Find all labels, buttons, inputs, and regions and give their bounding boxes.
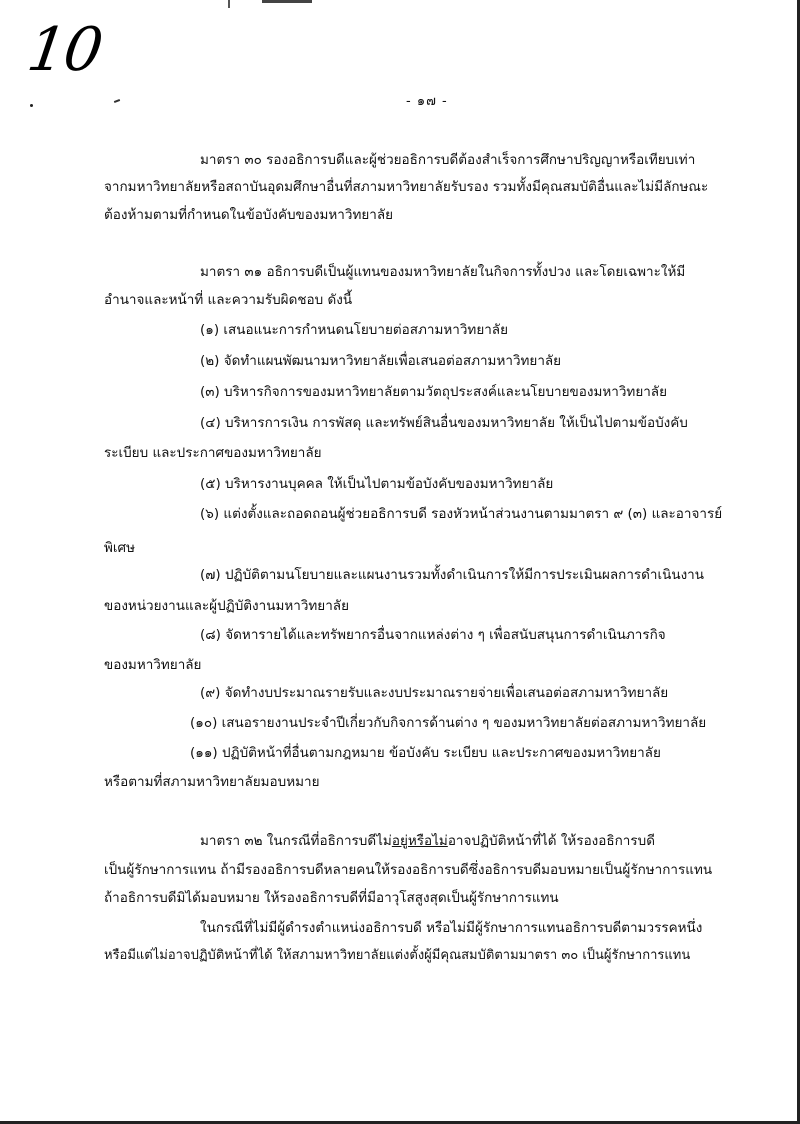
section-31-item-11-cont: หรือตามที่สภามหาวิทยาลัยมอบหมาย	[104, 774, 320, 790]
scan-top-mark	[262, 0, 312, 3]
section-32-line-1-start: มาตรา ๓๒ ในกรณีที่อธิการบดีไม่	[200, 833, 392, 849]
section-31-line-1: มาตรา ๓๑ อธิการบดีเป็นผู้แทนของมหาวิทยาลัยในกิจการทั้งปวง และโดยเฉพาะให้มี	[200, 264, 686, 280]
section-30-line-3: ต้องห้ามตามที่กำหนดในข้อบังคับของมหาวิทยาลัย	[104, 207, 394, 223]
section-32-line-2: เป็นผู้รักษาการแทน ถ้ามีรองอธิการบดีหลายคนให้รองอธิการบดีซึ่งอธิการบดีมอบหมายเป็นผู้รักษาการแทน	[104, 862, 713, 878]
section-31-line-2: อำนาจและหน้าที่ และความรับผิดชอบ ดังนี้	[104, 292, 353, 308]
section-32-line-3: ถ้าอธิการบดีมิได้มอบหมาย ให้รองอธิการบดีที่มีอาวุโสสูงสุดเป็นผู้รักษาการแทน	[104, 890, 559, 906]
section-31-item-4-cont: ระเบียบ และประกาศของมหาวิทยาลัย	[104, 445, 322, 461]
section-31-item-9: (๙) จัดทำงบประมาณรายรับและงบประมาณรายจ่ายเพื่อเสนอต่อสภามหาวิทยาลัย	[200, 685, 669, 701]
section-32-para-2-line-2: หรือมีแต่ไม่อาจปฏิบัติหน้าที่ได้ ให้สภามหาวิทยาลัยแต่งตั้งผู้มีคุณสมบัติตามมาตรา ๓๐ เป็นผู้รักษาการแทน	[104, 948, 691, 963]
section-31-item-1: (๑) เสนอแนะการกำหนดนโยบายต่อสภามหาวิทยาลัย	[200, 322, 508, 338]
handwritten-number: 10	[23, 15, 106, 85]
section-31-item-8: (๘) จัดหารายได้และทรัพยากรอื่นจากแหล่งต่าง ๆ เพื่อสนับสนุนการดำเนินภารกิจ	[200, 627, 666, 643]
section-31-item-6: (๖) แต่งตั้งและถอดถอนผู้ช่วยอธิการบดี รองหัวหน้าส่วนงานตามมาตรา ๙ (๓) และอาจารย์	[200, 506, 723, 522]
section-31-item-3: (๓) บริหารกิจการของมหาวิทยาลัยตามวัตถุประสงค์และนโยบายของมหาวิทยาลัย	[200, 384, 667, 400]
scan-speck	[30, 104, 33, 107]
section-31-item-10: (๑๐) เสนอรายงานประจำปีเกี่ยวกับกิจการด้านต่าง ๆ ของมหาวิทยาลัยต่อสภามหาวิทยาลัย	[190, 715, 707, 731]
section-31-item-11: (๑๑) ปฏิบัติหน้าที่อื่นตามกฎหมาย ข้อบังคับ ระเบียบ และประกาศของมหาวิทยาลัย	[190, 745, 661, 761]
section-30-line-1: มาตรา ๓๐ รองอธิการบดีและผู้ช่วยอธิการบดีต้องสำเร็จการศึกษาปริญญาหรือเทียบเท่า	[200, 152, 696, 168]
section-31-item-2: (๒) จัดทำแผนพัฒนามหาวิทยาลัยเพื่อเสนอต่อสภามหาวิทยาลัย	[200, 353, 562, 369]
section-32-line-1-end: อาจปฏิบัติหน้าที่ได้ ให้รองอธิการบดี	[447, 833, 655, 849]
section-31-item-5: (๕) บริหารงานบุคคล ให้เป็นไปตามข้อบังคับของมหาวิทยาลัย	[200, 476, 554, 492]
section-32-line-1	[200, 831, 655, 851]
section-31-item-8-cont: ของมหาวิทยาลัย	[104, 657, 202, 673]
section-31-item-6-cont: พิเศษ	[104, 540, 135, 556]
section-31-item-7-cont: ของหน่วยงานและผู้ปฏิบัติงานมหาวิทยาลัย	[104, 598, 349, 614]
underlined-phrase: อยู่หรือไม่	[391, 833, 448, 849]
section-32-para-2-line-1: ในกรณีที่ไม่มีผู้ดำรงตำแหน่งอธิการบดี หรือไม่มีผู้รักษาการแทนอธิการบดีตามวรรคหนึ่ง	[200, 920, 703, 936]
scan-speck	[114, 99, 120, 103]
section-30-line-2: จากมหาวิทยาลัยหรือสถาบันอุดมศึกษาอื่นที่สภามหาวิทยาลัยรับรอง รวมทั้งมีคุณสมบัติอื่นและไม่มีลักษณะ	[104, 179, 709, 195]
section-31-item-4: (๔) บริหารการเงิน การพัสดุ และทรัพย์สินอื่นของมหาวิทยาลัย ให้เป็นไปตามข้อบังคับ	[200, 415, 688, 431]
section-31-item-7: (๗) ปฏิบัติตามนโยบายและแผนงานรวมทั้งดำเนินการให้มีการประเมินผลการดำเนินงาน	[200, 567, 704, 583]
page-number: - ๑๗ -	[406, 94, 448, 109]
scan-top-tick	[228, 0, 230, 8]
